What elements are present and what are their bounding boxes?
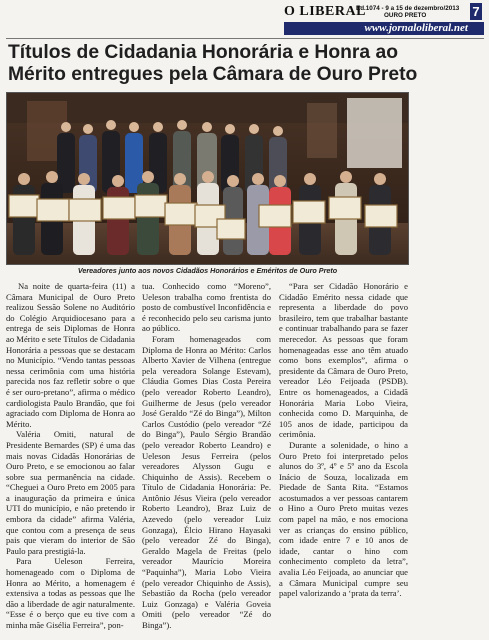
column1-paragraph: Na noite de quarta-feira (11) a Câmara Municipal de Ouro Preto realizou Sessão Solene no Auditório do Colégio Arquidiocesano para a entrega de seis Diplomas de Honra ao Mérito e sete Títulos de Cidadania Honorária a pessoas que se destacam no Município. “Vendo tantas pessoas nessa cerimônia com uma história parecida nos faz refletir sobre o que é ser ouro-pretano”, afirma o médico cardiologista Paulo Brandão, que foi agraciado com Diploma de Honra ao Mérito. [6,281,135,429]
group-photo-illustration [7,93,409,265]
city-name: OURO PRETO [384,12,427,19]
newspaper-brand: O LIBERAL [284,4,366,19]
website-url[interactable]: www.jornaloliberal.net [284,22,484,35]
article-headline [8,42,484,86]
group-photo [6,92,409,265]
page-number: 7 [470,3,482,20]
article-column-2 [142,281,271,631]
column2-paragraph: Foram homenageados com Diploma de Honra ao Mérito: Carlos Alberto Xavier de Vilhena (entregue pela vereadora Solange Estevam), Cláudia Gomes Dias Costa Pereira (pelo vereador Roberto Leandro), Guilherme de Jesus (pelo vereador José Geraldo “Zé do Binga”), Milton Carlos Custódio (pelo vereador “Zé do Binga”), Paulo Sérgio Brandão (pelo vereador Roberto Leandro) e Ueleson Jesus Ferreira (pelos vereadores Alysson Gugu e Chiquinho de Assis). Recebem o Título de Cidadania Honorária: Pe. Antônio Jésus Vieira (pelo vereador Roberto Leandro), Braz Luiz de Azevedo (pelo vereador Luiz Gonzaga), Élcio Hirano Hayasaki (pelo vereador Zé do Binga), Geraldo Magela de Freitas (pelo vereador Maurício Moreira “Paquinha”), Maria Lobo Vieira (pelo vereador Chiquinho de Assis), Sebastião da Rocha (pelo vereador Luiz Gonzaga) e Valéria Goveia Omiti (pelo vereador “Zé do Binga”). [142,333,271,630]
masthead-top [284,4,484,20]
headline-line-1: Títulos de Cidadania Honorária e Honra ao [8,42,398,63]
headline-line-2: Mérito entregues pela Câmara de Ouro Preto [8,64,418,85]
article-column-1 [6,281,135,631]
column2-paragraph: tua. Conhecido como “Moreno”, Ueleson trabalha como frentista do posto de combustível Inconfidência e é reconhecido pelo seu carisma junto ao público. [142,281,271,334]
photo-caption: Vereadores junto aos novos Cidadãos Honorários e Eméritos de Ouro Preto [77,266,338,275]
edition-info: Ed.1074 - 9 a 15 de dezembro/2013 [356,5,460,12]
page-margin [418,92,484,632]
masthead [284,4,484,38]
column1-paragraph: Valéria Omiti, natural de Presidente Bernardes (SP) é uma das mais novas Cidadãs Honorárias de Ouro Preto, e se emocionou ao falar sobre sua permanência na cidade. “Cheguei a Ouro Preto em 2005 para a inauguração da primeira e única UTI do município, e não pretendo ir embora da cidade” afirma Valéria, que contou com a presença de seus pais que vieram do interior de São Paulo para prestigiá-la. [6,429,135,556]
article-column-3 [279,281,408,599]
column1-paragraph: Para Ueleson Ferreira, homenageado com o Diploma de Honra ao Mérito, a homenagem é extensiva a todas as pessoas que lhe dão a liberdade de agir naturalmente. “Esse é o berço que eu tive com a minha mãe Gisélia Ferreira”, pon- [6,556,135,630]
column3-paragraph: Durante a solenidade, o hino a Ouro Preto foi interpretado pelos alunos do 3º, 4º e 5º ano da Escola Inácio de Souza, localizada em Piedade de Santa Rita. “Estamos acostumados a ver pessoas cantarem o Hino a Ouro Preto muitas vezes com papel na mão, e nos emociona ver as crianças do ensino público, com idade entre 7 e 10 anos de idade, cantar o hino com conhecimento completo da letra”, avalia Léo Feijoada, ao anunciar que a Câmara Municipal cumpre seu papel valorizando a ‘prata da terra’. [279,439,408,599]
column3-paragraph: “Para ser Cidadão Honorário e Cidadão Emérito nessa cidade que representa a liberdade do povo brasileiro, tem que trabalhar bastante e continuar trabalhando para se fazer merecedor. As pessoas que foram homenageadas esse ano têm atuado como bons exemplos”, afirma o presidente da Câmara de Ouro Preto, vereador Léo Feijoada (PSDB). Entre os homenageados, a Cidadã Honorária Maria Lobo Vieira, conhecida como D. Marquinha, de 105 anos de idade, participou da cerimônia. [279,281,408,440]
header-rule [6,38,484,39]
